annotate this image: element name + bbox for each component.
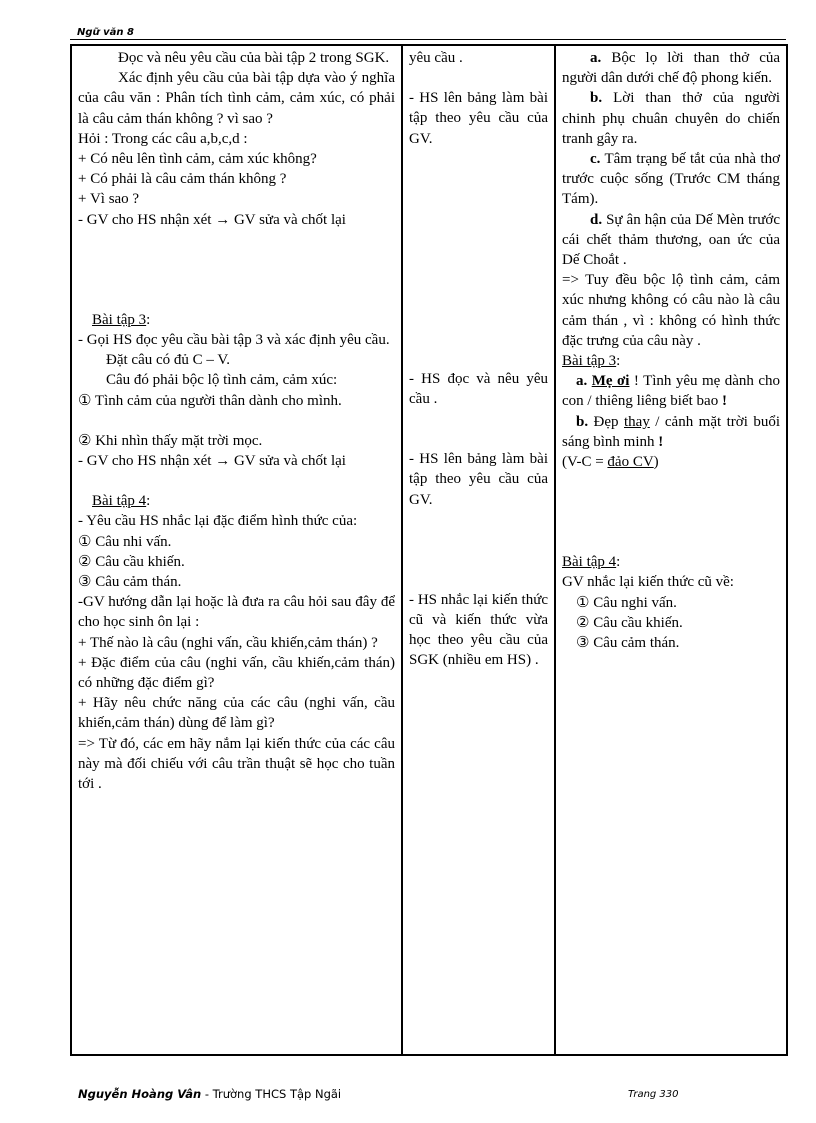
col3-bt3-a-exclamation: Mẹ ơi xyxy=(591,373,630,390)
col3-bt4-item-3: ③ Câu cảm thán. xyxy=(576,635,680,652)
content-column xyxy=(555,45,787,1055)
col1-question-1: Hỏi : Trong các câu a,b,c,d : xyxy=(78,130,248,147)
col2-para-3: - HS đọc và nêu yêu cầu . xyxy=(409,370,548,408)
footer-school: - Trường THCS Tập Ngãi xyxy=(201,1087,342,1101)
col1-bt4-line-9: => Từ đó, các em hãy nắm lại kiến thức của các câu này mà đối chiếu với câu trần thuật sẽ học cho tuần tới . xyxy=(78,735,395,793)
col1-bt4-line-3: ② Câu cầu khiến. xyxy=(78,553,185,570)
col1-question-4: + Vì sao ? xyxy=(78,191,140,208)
col3-bt4-heading xyxy=(562,552,780,572)
col3-item-a-text: Bộc lọ lời than thở của người dân dưới chế độ phong kiến. xyxy=(562,50,781,87)
col1-bt3-line-5: ② Khi nhìn thấy mặt trời mọc. xyxy=(78,432,263,449)
col1-bt4-line-2: ① Câu nhi vấn. xyxy=(78,533,172,550)
col3-bt3-b-text: / cảnh mặt trời buổi sáng bình minh xyxy=(562,413,780,450)
page-header-subject: Ngữ văn 8 xyxy=(77,27,134,38)
col1-bt4-line-8: + Hãy nêu chức năng của các câu (nghi vấn, cầu khiến,cảm thán) dùng để làm gì? xyxy=(78,695,395,732)
col3-item-d xyxy=(562,210,780,271)
col3-item-c-text: Tâm trạng bế tắt của nhà thơ trước cuộc sống (Trước CM tháng Tám). xyxy=(562,151,780,208)
col3-bt3-note-pre: (V-C = xyxy=(562,454,608,471)
col1-bt4-line-1: - Yêu cầu HS nhắc lại đặc điểm hình thức của: xyxy=(78,513,358,530)
col1-bt3-line-1: - Gọi HS đọc yêu cầu bài tập 3 và xác định yêu cầu. xyxy=(78,332,390,349)
col3-item-a xyxy=(562,48,780,88)
col1-bt3-line-4: ① Tình cảm của người thân dành cho mình. xyxy=(78,392,342,409)
col3-bt3-title: Bài tập 3 xyxy=(562,353,617,370)
col3-bt3-colon: : xyxy=(616,353,621,370)
col3-item-b xyxy=(562,88,780,149)
col3-item-b-text: Lời than thở của người chinh phụ chuân chuyên do chiến tranh gây ra. xyxy=(562,90,781,147)
student-activity-column xyxy=(402,45,555,1055)
col1-bt4-line-5: -GV hướng dẫn lại hoặc là đưa ra câu hỏi sau đây để cho học sinh ôn lại : xyxy=(78,594,395,631)
col3-bt3-note xyxy=(562,452,780,472)
col3-bt3-b-mark: ! xyxy=(658,433,664,450)
col3-bt3-a-label: a. xyxy=(576,373,588,390)
col1-bt3-heading xyxy=(78,310,395,330)
col1-bt3-line-3: Câu đó phải bộc lộ tình cảm, cảm xúc: xyxy=(106,372,338,389)
teacher-activity-column xyxy=(71,45,402,1055)
col3-item-a-label: a. xyxy=(590,50,602,66)
col3-item-c-label: c. xyxy=(590,151,601,168)
col1-intro-2: Xác định yêu cầu của bài tập dựa vào ý nghĩa của câu văn : Phân tích tình cảm, cảm xúc, có phải là câu cảm thán không ? vì sao ? xyxy=(78,70,395,127)
col2-para-1: yêu cầu . xyxy=(409,50,463,66)
lesson-table xyxy=(70,44,788,1056)
footer-author-school xyxy=(78,1087,341,1101)
col3-bt3-note-post: ) xyxy=(653,454,659,471)
col2-para-2: - HS lên bảng làm bài tập theo yêu cầu của GV. xyxy=(409,90,548,147)
col3-bt3-b-label: b. xyxy=(576,413,589,430)
col3-bt3-b-pre: Đẹp xyxy=(588,413,624,430)
col3-item-d-text: Sự ân hận của Dế Mèn trước cái chết thảm thương, oan ức của Dế Choắt . xyxy=(562,211,780,269)
col3-bt4-item-2: ② Câu cầu khiến. xyxy=(576,614,683,631)
col1-bt4-line-7: + Đặc điểm của câu (nghi vấn, cầu khiến,cảm thán) có những đặc điểm gì? xyxy=(78,654,395,692)
col1-intro-1: Đọc và nêu yêu cầu của bài tập 2 trong SGK. xyxy=(118,50,390,66)
col3-bt3-a-mark: ! xyxy=(721,393,727,410)
col1-question-5: - GV cho HS nhận xét → GV sửa và chốt lại xyxy=(78,211,346,228)
col3-item-d-label: d. xyxy=(590,211,603,228)
col1-bt3-line-2: Đặt câu có đủ C – V. xyxy=(106,352,231,369)
col3-bt4-colon: : xyxy=(616,554,621,571)
col3-bt3-note-underlined: đảo CV xyxy=(607,454,654,471)
col3-item-c xyxy=(562,149,780,210)
col3-bt3-b-exclamation: thay xyxy=(624,413,650,430)
col3-bt4-intro: GV nhắc lại kiến thức cũ về: xyxy=(562,574,734,591)
col3-bt3-b xyxy=(562,412,780,452)
col3-bt4-item-1: ① Câu nghi vấn. xyxy=(576,594,677,611)
col1-question-3: + Có phải là câu cảm thán không ? xyxy=(78,171,287,188)
col1-bt3-title: Bài tập 3 xyxy=(92,311,147,328)
col2-para-5: - HS nhắc lại kiến thức cũ và kiến thức vừa học theo yêu cầu của SGK (nhiều em HS) . xyxy=(409,591,548,669)
col1-bt4-heading xyxy=(78,491,395,511)
col3-bt3-a xyxy=(562,371,780,411)
footer-author: Nguyễn Hoàng Vân xyxy=(78,1087,202,1101)
col3-bt3-heading xyxy=(562,351,780,371)
header-rule xyxy=(70,39,786,40)
col1-bt4-title: Bài tập 4 xyxy=(92,493,147,510)
col1-question-2: + Có nêu lên tình cảm, cảm xúc không? xyxy=(78,151,317,168)
col3-item-b-label: b. xyxy=(590,90,603,107)
col1-bt4-colon: : xyxy=(146,493,151,510)
col1-bt3-line-6: - GV cho HS nhận xét → GV sửa và chốt lại xyxy=(78,453,346,470)
footer-page-number: Trang 330 xyxy=(628,1089,679,1100)
col3-bt4-title: Bài tập 4 xyxy=(562,554,617,571)
col3-bt3-a-text: ! Tình yêu mẹ dành cho con / thiêng liêng biết bao xyxy=(562,373,781,410)
col3-conclusion: => Tuy đều bộc lộ tình cảm, cảm xúc nhưng không có câu nào là câu cảm thán , vì : không có hình thức đặc trưng của câu này . xyxy=(562,272,780,349)
col1-bt3-colon: : xyxy=(146,311,151,328)
col2-para-4: - HS lên bảng làm bài tập theo yêu cầu của GV. xyxy=(409,451,548,508)
col1-bt4-line-4: ③ Câu cảm thán. xyxy=(78,574,182,591)
col1-bt4-line-6: + Thế nào là câu (nghi vấn, cầu khiến,cảm thán) ? xyxy=(78,634,378,651)
